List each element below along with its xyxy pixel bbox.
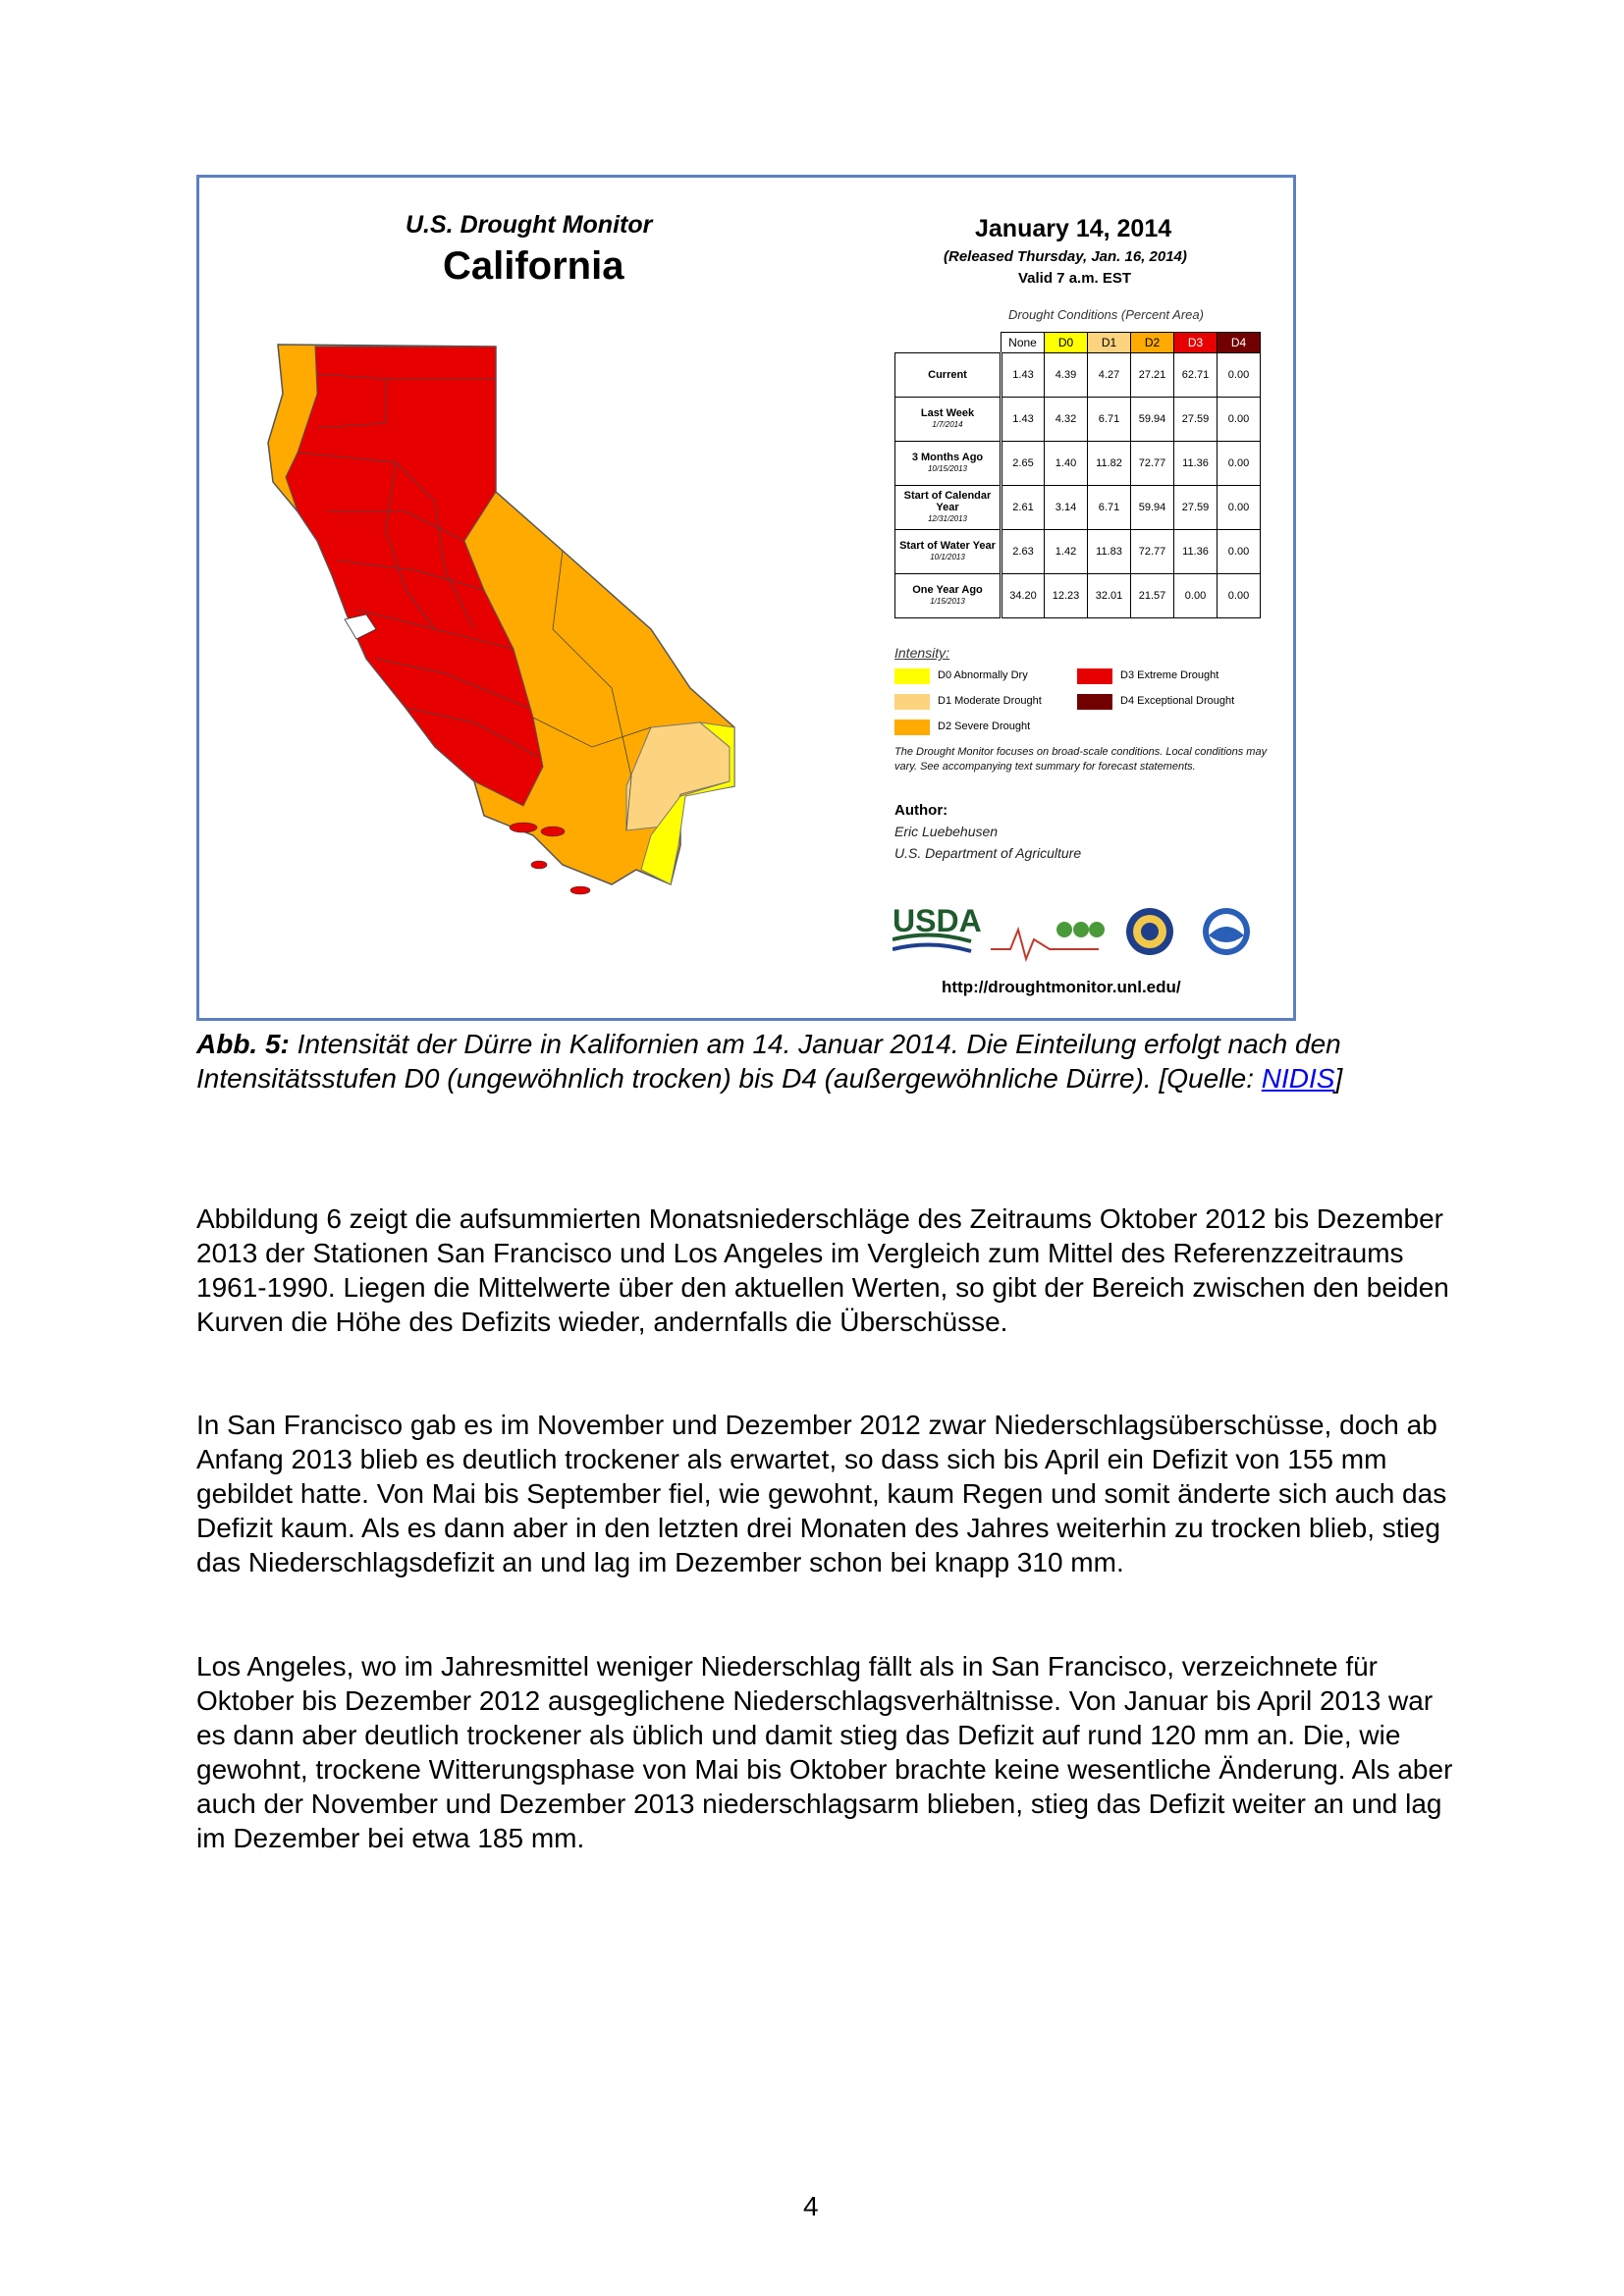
col-none: None xyxy=(1001,333,1045,353)
row-label: Current xyxy=(895,353,1001,398)
legend-swatch-d3 xyxy=(1077,668,1112,684)
legend-label-d1: D1 Moderate Drought xyxy=(938,695,1042,707)
table-cell: 72.77 xyxy=(1131,442,1174,486)
figure-released: (Released Thursday, Jan. 16, 2014) xyxy=(944,248,1187,265)
table-cell: 1.43 xyxy=(1001,398,1045,442)
table-cell: 1.42 xyxy=(1045,530,1088,574)
row-label: Start of Calendar Year 12/31/2013 xyxy=(895,486,1001,530)
table-row xyxy=(895,486,1261,530)
table-corner xyxy=(895,333,1001,353)
figure-subtitle: U.S. Drought Monitor xyxy=(406,211,653,239)
table-cell: 0.00 xyxy=(1218,530,1261,574)
ndmc-logo xyxy=(991,922,1105,959)
usda-logo xyxy=(893,903,982,951)
intensity-label: Intensity: xyxy=(894,645,950,661)
figure-date: January 14, 2014 xyxy=(975,215,1172,242)
col-d3: D3 xyxy=(1174,333,1218,353)
drought-monitor-note: The Drought Monitor focuses on broad-scale conditions. Local conditions may vary. See accompanying text summary for forecast statements. xyxy=(894,746,1268,773)
table-cell: 11.83 xyxy=(1088,530,1131,574)
doc-seal-icon xyxy=(1126,908,1173,955)
table-cell: 11.82 xyxy=(1088,442,1131,486)
table-cell: 3.14 xyxy=(1045,486,1088,530)
author-department: U.S. Department of Agriculture xyxy=(894,845,1082,861)
caption-text: Intensität der Dürre in Kalifornien am 14. Januar 2014. Die Einteilung erfolgt nach den Intensitätsstufen D0 (ungewöhnlich trocken) bis D4 (außergewöhnliche Dürre). [Quelle: xyxy=(196,1029,1341,1094)
table-caption: Drought Conditions (Percent Area) xyxy=(1008,307,1204,322)
drought-conditions-table xyxy=(894,332,1261,618)
noaa-logo-icon xyxy=(1203,908,1250,955)
table-cell: 0.00 xyxy=(1218,486,1261,530)
legend-label-d3: D3 Extreme Drought xyxy=(1120,669,1219,681)
row-label: Start of Water Year 10/1/2013 xyxy=(895,530,1001,574)
author-name: Eric Luebehusen xyxy=(894,824,999,839)
legend-label-d4: D4 Exceptional Drought xyxy=(1120,695,1235,707)
drought-monitor-figure xyxy=(196,175,1296,1021)
legend-swatch-d2 xyxy=(894,720,930,735)
california-drought-map xyxy=(239,335,867,963)
table-header-row xyxy=(895,333,1261,353)
legend-swatch-d0 xyxy=(894,668,930,684)
figure-title: California xyxy=(443,244,624,288)
legend-label-d0: D0 Abnormally Dry xyxy=(938,669,1028,681)
table-cell: 4.32 xyxy=(1045,398,1088,442)
row-label: One Year Ago 1/15/2013 xyxy=(895,574,1001,618)
table-row xyxy=(895,398,1261,442)
legend-swatch-d1 xyxy=(894,694,930,710)
table-cell: 27.21 xyxy=(1131,353,1174,398)
table-cell: 6.71 xyxy=(1088,486,1131,530)
table-cell: 0.00 xyxy=(1218,442,1261,486)
table-cell: 1.40 xyxy=(1045,442,1088,486)
table-cell: 4.27 xyxy=(1088,353,1131,398)
row-label: Last Week 1/7/2014 xyxy=(895,398,1001,442)
drought-monitor-url: http://droughtmonitor.unl.edu/ xyxy=(942,978,1181,996)
table-cell: 62.71 xyxy=(1174,353,1218,398)
caption-lead: Abb. 5: xyxy=(196,1029,290,1059)
table-cell: 12.23 xyxy=(1045,574,1088,618)
table-cell: 34.20 xyxy=(1001,574,1045,618)
legend-label-d2: D2 Severe Drought xyxy=(938,721,1031,732)
caption-end: ] xyxy=(1334,1063,1343,1094)
table-cell: 0.00 xyxy=(1174,574,1218,618)
agency-logos xyxy=(893,900,1285,969)
figure-valid: Valid 7 a.m. EST xyxy=(1018,270,1132,287)
table-cell: 21.57 xyxy=(1131,574,1174,618)
table-cell: 6.71 xyxy=(1088,398,1131,442)
table-cell: 0.00 xyxy=(1218,574,1261,618)
table-row xyxy=(895,442,1261,486)
table-row xyxy=(895,574,1261,618)
col-d1: D1 xyxy=(1088,333,1131,353)
table-cell: 2.63 xyxy=(1001,530,1045,574)
table-cell: 0.00 xyxy=(1218,398,1261,442)
table-cell: 72.77 xyxy=(1131,530,1174,574)
table-cell: 59.94 xyxy=(1131,486,1174,530)
table-cell: 2.61 xyxy=(1001,486,1045,530)
table-cell: 2.65 xyxy=(1001,442,1045,486)
table-cell: 27.59 xyxy=(1174,486,1218,530)
table-row xyxy=(895,353,1261,398)
table-cell: 4.39 xyxy=(1045,353,1088,398)
col-d2: D2 xyxy=(1131,333,1174,353)
table-cell: 11.36 xyxy=(1174,530,1218,574)
legend-swatch-d4 xyxy=(1077,694,1112,710)
figure-caption xyxy=(196,1027,1434,1095)
col-d4: D4 xyxy=(1218,333,1261,353)
table-cell: 11.36 xyxy=(1174,442,1218,486)
author-heading: Author: xyxy=(894,802,948,819)
nidis-link[interactable]: NIDIS xyxy=(1261,1063,1335,1094)
table-cell: 32.01 xyxy=(1088,574,1131,618)
table-row xyxy=(895,530,1261,574)
body-paragraph: Abbildung 6 zeigt die aufsummierten Monatsniederschläge des Zeitraums Oktober 2012 bis Dezember 2013 der Stationen San Francisco und Los Angeles im Vergleich zum Mittel des Referenzzeitraums 1961-1990. Liegen die Mittelwerte über den aktuellen Werten, so gibt der Bereich zwischen den beiden Kurven die Höhe des Defizits wieder, andernfalls die Überschüsse. xyxy=(196,1203,1449,1337)
row-label: 3 Months Ago 10/15/2013 xyxy=(895,442,1001,486)
table-cell: 27.59 xyxy=(1174,398,1218,442)
body-paragraph: Los Angeles, wo im Jahresmittel weniger Niederschlag fällt als in San Francisco, verzeichnete für Oktober bis Dezember 2012 ausgeglichene Niederschlagsverhältnisse. Von Januar bis April 2013 war es dann aber deutlich trockener als üblich und damit stieg das Defizit auf rund 120 mm an. Die, wie gewohnt, trockene Witterungsphase von Mai bis Oktober brachte keine wesentliche Änderung. Als aber auch der November und Dezember 2013 niederschlagsarm blieben, stieg das Defizit weiter an und lag im Dezember bei etwa 185 mm. xyxy=(196,1651,1453,1853)
usda-logo-text: USDA xyxy=(893,903,982,938)
col-d0: D0 xyxy=(1045,333,1088,353)
table-cell: 1.43 xyxy=(1001,353,1045,398)
table-cell: 59.94 xyxy=(1131,398,1174,442)
page-number: 4 xyxy=(803,2191,819,2221)
body-paragraph: In San Francisco gab es im November und Dezember 2012 zwar Niederschlagsüberschüsse, doch ab Anfang 2013 blieb es deutlich trockener als erwartet, so dass sich bis April ein Defizit von 155 mm gebildet hatte. Von Mai bis September fiel, wie gewohnt, kaum Regen und somit änderte sich auch das Defizit kaum. Als es dann aber in den letzten drei Monaten des Jahres weiterhin zu trocken blieb, stieg das Niederschlagsdefizit an und lag im Dezember schon bei knapp 310 mm. xyxy=(196,1410,1447,1577)
table-cell: 0.00 xyxy=(1218,353,1261,398)
